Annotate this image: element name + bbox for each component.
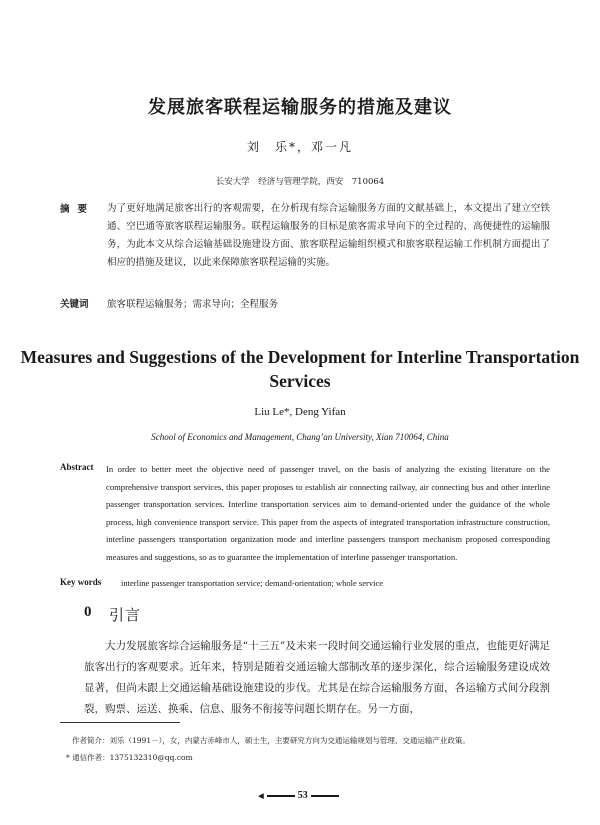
- footnote-author-info: 作者简介：刘乐（1991－），女，内蒙古赤峰市人，硕士生，主要研究方向为交通运输规划与管理、交通运输产业政策。: [72, 736, 470, 745]
- decorative-rule-left: [267, 795, 295, 797]
- chinese-abstract-body: 为了更好地满足旅客出行的客观需要，在分析现有综合运输服务方面的文献基础上，本文提出了建立空铁通、空巴通等旅客联程运输服务。联程运输服务的目标是旅客需求导向下的全过程的、高便捷性的运输服务，为此本文从综合运输基础设施建设方面、旅客联程运输组织模式和旅客联程运输工作机制方面提出了相应的措施及建议，以此来保障旅客联程运输的实施。: [107, 203, 550, 268]
- english-keywords-label: Key words: [60, 577, 102, 587]
- chinese-abstract-label: 摘要: [60, 204, 96, 215]
- decorative-arrow-left-icon: ◀: [258, 791, 264, 800]
- english-abstract-label: Abstract: [60, 462, 94, 472]
- footnote-corresponding-author: * 通信作者：1375132310@qq.com: [66, 753, 193, 762]
- chinese-title: 发展旅客联程运输服务的措施及建议: [148, 97, 452, 118]
- english-keywords: interline passenger transportation service; demand-orientation; whole service: [121, 578, 383, 588]
- english-affiliation: School of Economics and Management, Chang’an University, Xian 710064, China: [151, 432, 449, 442]
- introduction-paragraph: 大力发展旅客综合运输服务是“十三五”及未来一段时间交通运输行业发展的重点，也能更好满足旅客出行的客观要求。近年来，特别是随着交通运输大部制改革的逐步深化，综合运输服务建设成效显著，但尚未跟上交通运输基础设施建设的步伐。尤其是在综合运输服务方面，各运输方式间分段割裂，购票、运送、换乘、信息、服务不衔接等问题长期存在。另一方面，: [84, 640, 550, 715]
- decorative-rule-right: [311, 795, 339, 797]
- page-number: 53: [297, 790, 308, 801]
- chinese-authors: 刘 乐*，邓一凡: [246, 140, 353, 154]
- section-number: 0: [84, 604, 92, 620]
- chinese-keywords-label: 关键词: [60, 299, 89, 310]
- section-title: 引言: [109, 606, 142, 624]
- english-authors: Liu Le*, Deng Yifan: [254, 406, 346, 418]
- footnote-divider: [60, 722, 180, 723]
- page-footer: [0, 790, 600, 801]
- chinese-affiliation: 长安大学 经济与管理学院，西安 710064: [215, 177, 385, 187]
- english-abstract-body: In order to better meet the objective need of passenger travel, on the basis of analyzing the existing literature on the comprehensive transport services, this paper proposes to establish air connecting railway, air connecting bus and other interline passenger transportation services. Interline transportation services aim to demand-oriented under the guidance of the whole process, high convenience transport service. This paper from the aspects of integrated transportation infrastructure construction, interline passengers transportation organization mode and interline passengers transport mechanism proposed corresponding measures and suggestions, so as to guarantee the implementation of interline passenger transportation.: [106, 464, 550, 562]
- english-title: Measures and Suggestions of the Development for Interline Transportation Services: [20, 347, 580, 391]
- chinese-keywords: 旅客联程运输服务；需求导向；全程服务: [107, 299, 279, 310]
